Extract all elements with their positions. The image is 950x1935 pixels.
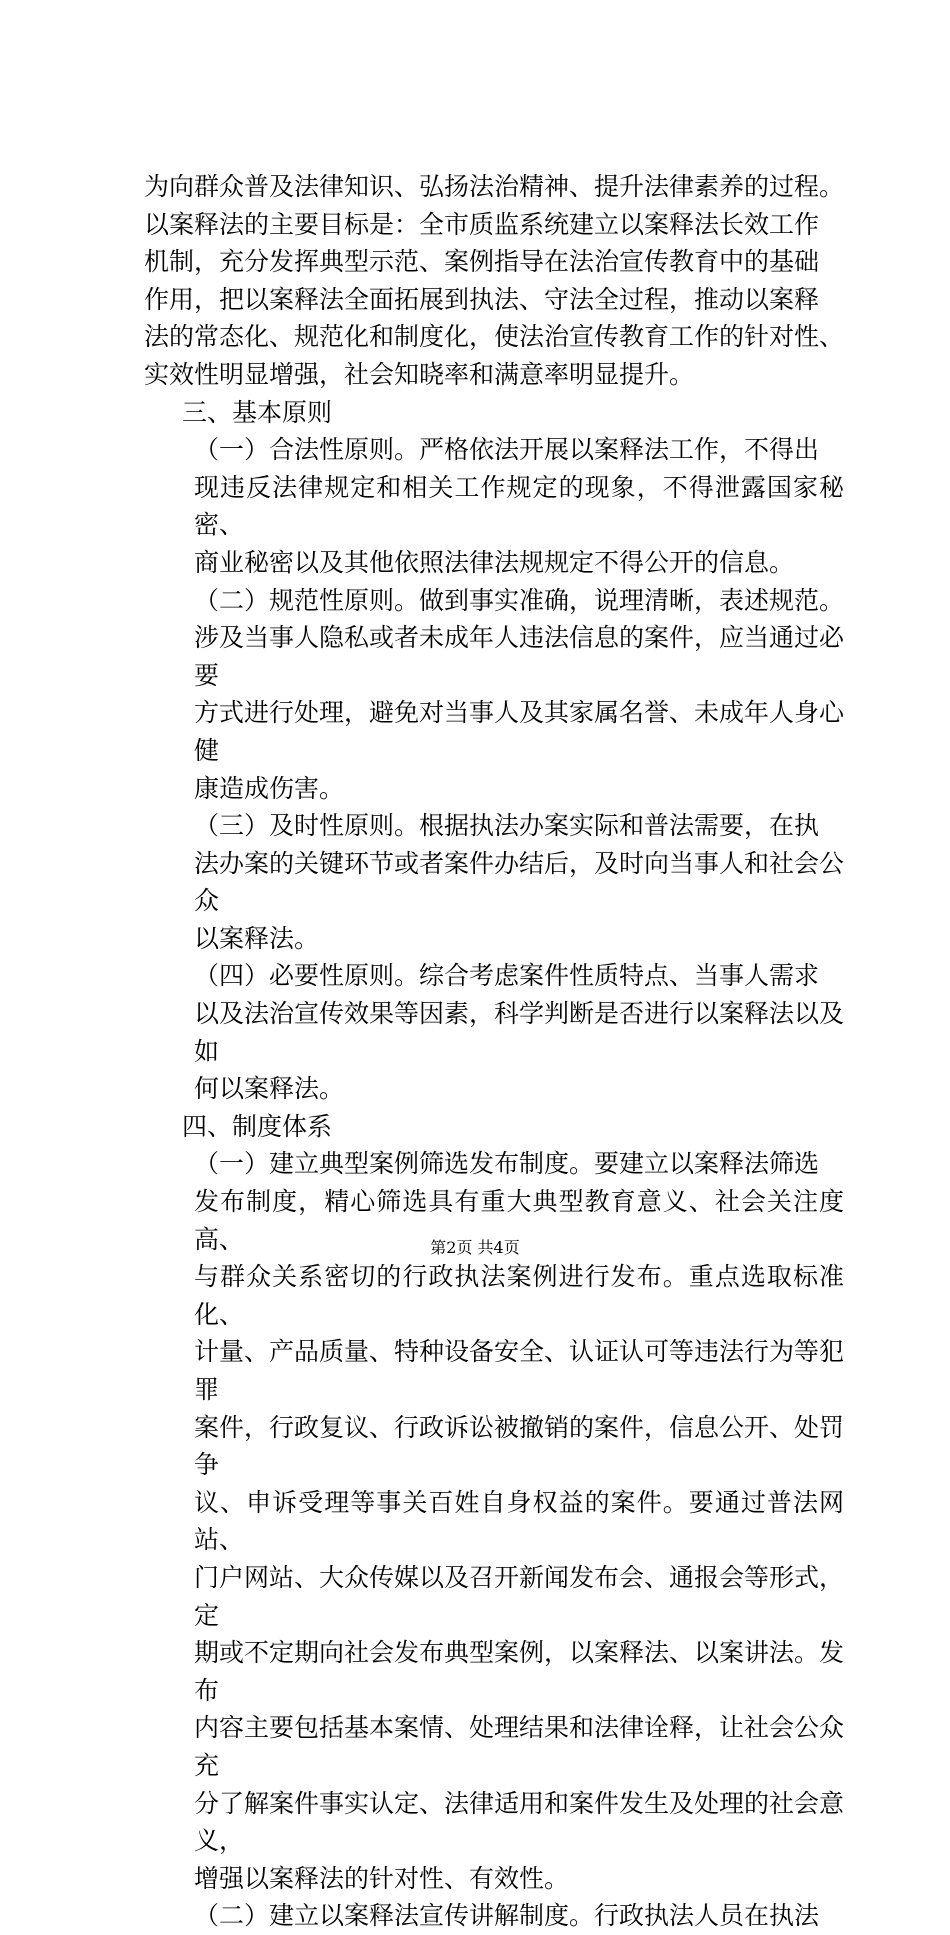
document-body	[144, 168, 844, 1935]
paragraph-principle-necessity: （四）必要性原则。综合考虑案件性质特点、当事人需求 以及法治宣传效果等因素，科学判断是否进行以案释法以及如 何以案释法。	[194, 961, 845, 1104]
paragraph-intro: 为向群众普及法律知识、弘扬法治精神、提升法律素养的过程。 以案释法的主要目标是：全市质监系统建立以案释法长效工作 机制，充分发挥典型示范、案例指导在法治宣传教育中的基础 作用，把以案释法全面拓展到执法、守法全过程，推动以案释 法的常态化、规范化和制度化，使法治宣传教育工作的针对性、 实效性明显增强，社会知晓率和满意率明显提升。	[144, 172, 845, 389]
page-footer	[0, 1235, 950, 1258]
section-heading-basic-principles: 三、基本原则	[182, 397, 333, 427]
section-heading-institutional-system: 四、制度体系	[182, 1111, 333, 1141]
paragraph-principle-legality: （一）合法性原则。严格依法开展以案释法工作，不得出 现违反法律规定和相关工作规定的现象，不得泄露国家秘密、 商业秘密以及其他依照法律法规规定不得公开的信息。	[194, 435, 844, 577]
page-number-indicator: 第2页 共4页	[430, 1238, 520, 1257]
paragraph-principle-standardization: （二）规范性原则。做到事实准确，说理清晰，表述规范。 涉及当事人隐私或者未成年人违法信息的案件，应当通过必要 方式进行处理，避免对当事人及其家属名誉、未成年人身心健 康造成伤害。	[194, 585, 845, 803]
paragraph-principle-timeliness: （三）及时性原则。根据执法办案实际和普法需要，在执 法办案的关键环节或者案件办结后，及时向当事人和社会公众 以案释法。	[194, 811, 845, 953]
paragraph-explanation-system: （二）建立以案释法宣传讲解制度。行政执法人员在执法	[194, 1901, 820, 1931]
paragraph-case-release-system: （一）建立典型案例筛选发布制度。要建立以案释法筛选 发布制度，精心筛选具有重大典型教育意义、社会关注度高、 与群众关系密切的行政执法案例进行发布。重点选取标准化、 计量、产品质量、特种设备安全、认证认可等违法行为等犯罪 案件，行政复议、行政诉讼被撤销的案件，信息公开、处罚争 议、申诉受理等事关百姓自身权益的案件。要通过普法网站、 门户网站、大众传媒以及召开新闻发布会、通报会等形式，定 期或不定期向社会发布典型案例，以案释法、以案讲法。发布 内容主要包括基本案情、处理结果和法律诠释，让社会公众充 分了解案件事实认定、法律适用和案件发生及处理的社会意义， 增强以案释法的针对性、有效性。	[194, 1149, 845, 1893]
